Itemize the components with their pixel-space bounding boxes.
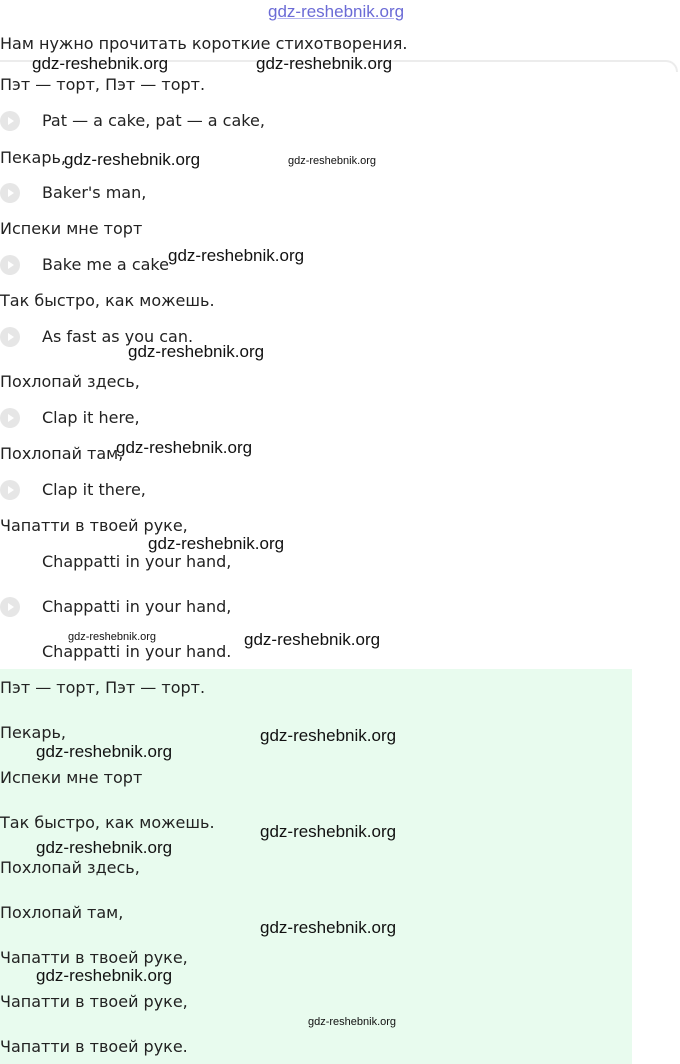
watermark: gdz-reshebnik.org <box>256 54 393 73</box>
answer-line: Так быстро, как можешь. <box>0 813 215 832</box>
en-line: As fast as you can. <box>42 327 194 346</box>
answer-line: Похлопай здесь, <box>0 858 140 877</box>
watermark: gdz-reshebnik.org <box>32 54 169 73</box>
watermark: gdz-reshebnik.org <box>260 726 397 745</box>
play-icon[interactable] <box>0 480 20 500</box>
answer-line: Чапатти в твоей руке. <box>0 1037 188 1056</box>
answer-line: Пекарь, <box>0 723 67 742</box>
play-icon[interactable] <box>0 111 20 131</box>
en-line: Chappatti in your hand. <box>42 642 232 661</box>
play-icon[interactable] <box>0 327 20 347</box>
answer-line: Чапатти в твоей руке, <box>0 992 188 1011</box>
watermark: gdz-reshebnik.org <box>260 822 397 841</box>
answer-line: Чапатти в твоей руке, <box>0 948 188 967</box>
watermark: gdz-reshebnik.org <box>260 918 397 937</box>
play-icon[interactable] <box>0 183 20 203</box>
watermark: gdz-reshebnik.org <box>148 534 285 553</box>
ru-line: Пекарь, <box>0 148 67 167</box>
watermark: gdz-reshebnik.org <box>36 742 173 761</box>
watermark: gdz-reshebnik.org <box>244 630 381 649</box>
answer-line: Похлопай там, <box>0 903 124 922</box>
ru-line: Похлопай там, <box>0 444 124 463</box>
watermark: gdz-reshebnik.org <box>288 155 377 167</box>
watermark: gdz-reshebnik.org <box>116 438 253 457</box>
ru-line: Так быстро, как можешь. <box>0 291 215 310</box>
watermark: gdz-reshebnik.org <box>64 150 201 169</box>
play-icon[interactable] <box>0 597 20 617</box>
ru-line: Пэт — торт, Пэт — торт. <box>0 75 206 94</box>
en-line: Clap it there, <box>42 480 146 499</box>
answer-line: Испеки мне торт <box>0 768 143 787</box>
watermark: gdz-reshebnik.org <box>36 966 173 985</box>
en-line: Baker's man, <box>42 183 147 202</box>
en-line: Clap it here, <box>42 408 140 427</box>
watermark: gdz-reshebnik.org <box>308 1016 397 1028</box>
intro-text: Нам нужно прочитать короткие стихотворения. <box>0 34 408 53</box>
en-line: Bake me a cake <box>42 255 169 274</box>
ru-line: Похлопай здесь, <box>0 372 140 391</box>
answer-line: Пэт — торт, Пэт — торт. <box>0 678 206 697</box>
watermark: gdz-reshebnik.org <box>128 342 265 361</box>
play-icon[interactable] <box>0 408 20 428</box>
en-line: Pat — a cake, pat — a cake, <box>42 111 265 130</box>
watermark: gdz-reshebnik.org <box>68 631 157 643</box>
en-line: Chappatti in your hand, <box>42 597 232 616</box>
watermark: gdz-reshebnik.org <box>36 838 173 857</box>
ru-line: Испеки мне торт <box>0 219 143 238</box>
watermark: gdz-reshebnik.org <box>168 246 305 265</box>
play-icon[interactable] <box>0 255 20 275</box>
en-line: Chappatti in your hand, <box>42 552 232 571</box>
header-watermark[interactable]: gdz-reshebnik.org <box>268 2 405 21</box>
ru-line: Чапатти в твоей руке, <box>0 516 188 535</box>
